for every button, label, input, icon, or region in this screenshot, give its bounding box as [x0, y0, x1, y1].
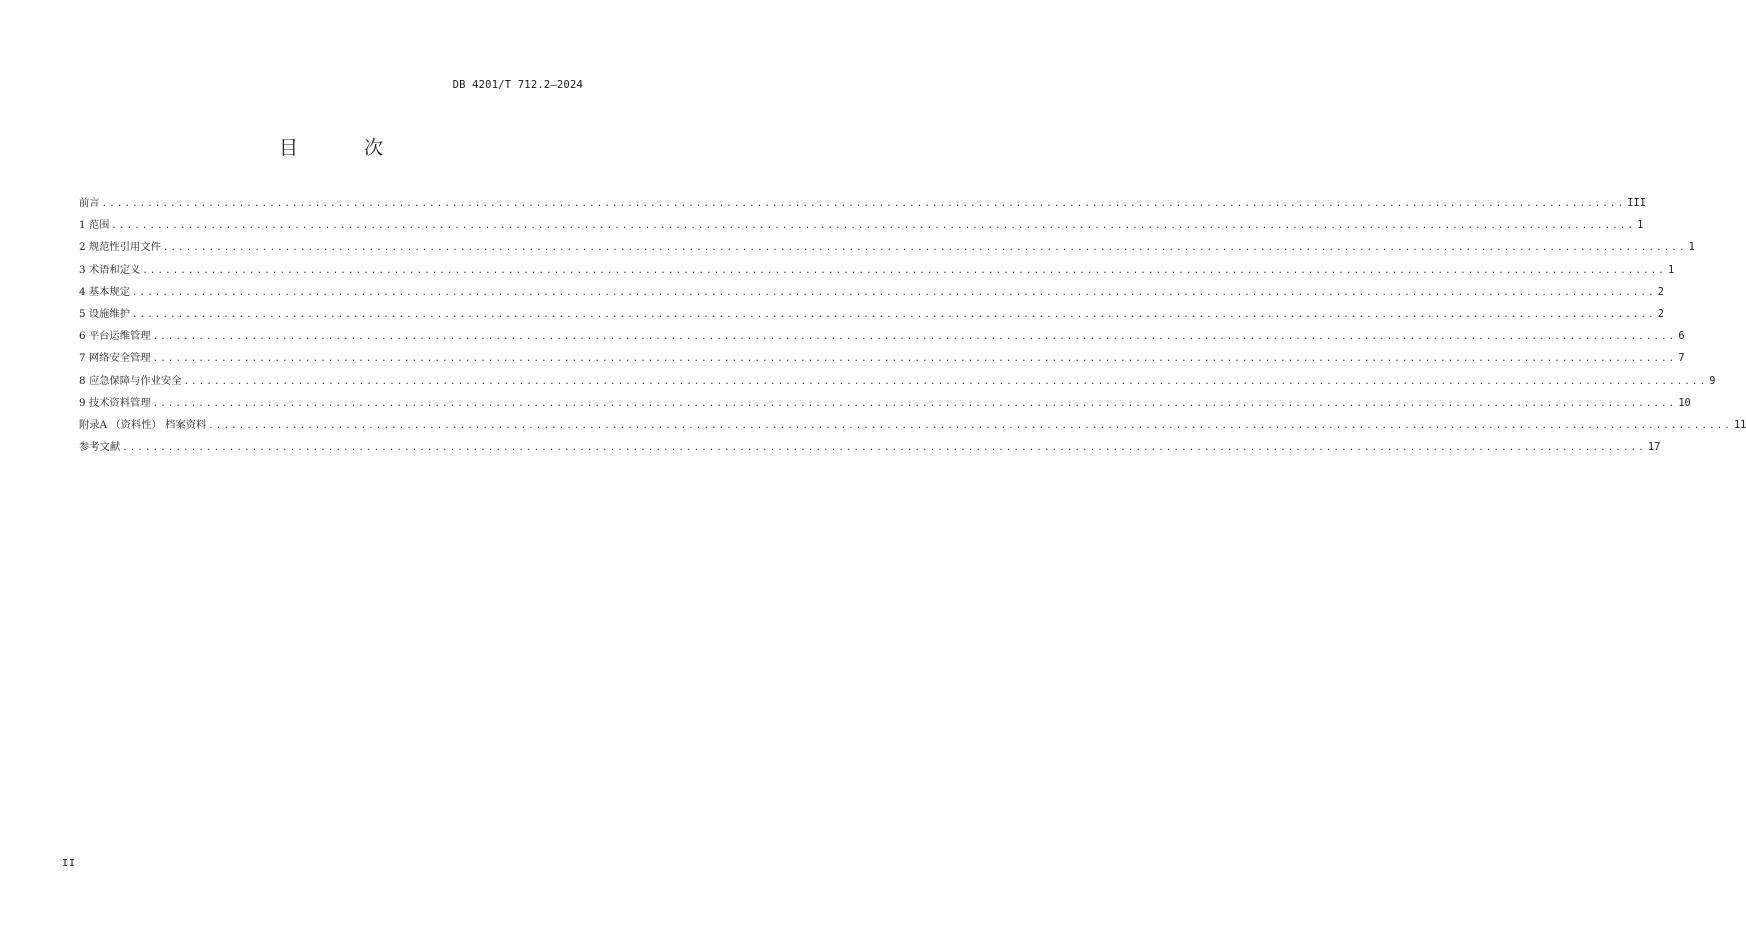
- toc-entry[interactable]: [79, 196, 1646, 218]
- toc-leader-dots: ........................................................................................................................................................................................................: [132, 309, 1656, 320]
- toc-entry-page: 2: [1657, 307, 1664, 320]
- toc-entry[interactable]: [79, 418, 1746, 440]
- toc-entry-page: III: [1627, 197, 1646, 209]
- document-code: DB 4201/T 712.2—2024: [452, 79, 583, 91]
- toc-entry-label: 参考文献: [79, 441, 121, 454]
- toc-entry[interactable]: [79, 307, 1664, 329]
- toc-entry-page: 17: [1647, 441, 1661, 454]
- toc-leader-dots: ........................................................................................................................................................................................................: [152, 398, 1677, 409]
- toc-entry-page: 1: [1668, 263, 1675, 276]
- toc-entry[interactable]: [79, 396, 1691, 418]
- toc-entry[interactable]: [79, 218, 1644, 240]
- toc-entry[interactable]: [79, 440, 1661, 462]
- toc-leader-dots: ........................................................................................................................................................................................................: [132, 287, 1656, 298]
- toc-entry[interactable]: [79, 263, 1675, 285]
- toc-entry-label: 4 基本规定: [79, 285, 131, 298]
- toc-entry-label: 前言: [79, 197, 100, 209]
- toc-leader-dots: ........................................................................................................................................................................................................: [101, 199, 1626, 209]
- page-number: II: [62, 858, 77, 869]
- toc-leader-dots: ........................................................................................................................................................................................................: [152, 354, 1677, 365]
- toc-entry-label: 7 网络安全管理: [79, 352, 151, 365]
- toc-entry-label: 附录A （资料性） 档案资料: [79, 418, 207, 431]
- toc-leader-dots: ........................................................................................................................................................................................................: [142, 265, 1667, 276]
- toc-leader-dots: ........................................................................................................................................................................................................: [183, 376, 1708, 387]
- toc-entry-label: 9 技术资料管理: [79, 396, 151, 409]
- toc-entry[interactable]: [79, 351, 1685, 373]
- toc-entry[interactable]: [79, 240, 1695, 262]
- toc-entry[interactable]: [79, 374, 1716, 396]
- toc-entry-label: 2 规范性引用文件: [79, 241, 161, 254]
- toc-leader-dots: ........................................................................................................................................................................................................: [152, 332, 1677, 343]
- toc-entry[interactable]: [79, 285, 1664, 307]
- toc-entry-label: 8 应急保障与作业安全: [79, 374, 182, 387]
- toc-entry[interactable]: [79, 329, 1685, 351]
- toc-entry-label: 1 范围: [79, 219, 110, 232]
- toc-entry-label: 3 术语和定义: [79, 263, 141, 276]
- toc-entry-label: 6 平台运维管理: [79, 330, 151, 343]
- toc-entry-page: 6: [1678, 330, 1685, 343]
- toc-entry-page: 11: [1733, 418, 1746, 431]
- toc-entry-page: 1: [1688, 241, 1695, 254]
- toc-entry-label: 5 设施维护: [79, 307, 131, 320]
- toc-leader-dots: ........................................................................................................................................................................................................: [208, 420, 1732, 431]
- toc-title: 目 次: [278, 137, 414, 159]
- toc-leader-dots: ........................................................................................................................................................................................................: [122, 443, 1646, 454]
- toc-entry-page: 10: [1678, 396, 1691, 409]
- toc-entry-page: 9: [1709, 374, 1716, 387]
- toc-entry-page: 1: [1637, 219, 1644, 232]
- toc-entry-page: 7: [1678, 352, 1685, 365]
- toc-leader-dots: ........................................................................................................................................................................................................: [162, 243, 1687, 254]
- table-of-contents: [79, 196, 1746, 462]
- toc-leader-dots: ........................................................................................................................................................................................................: [111, 221, 1636, 232]
- toc-entry-page: 2: [1657, 285, 1664, 298]
